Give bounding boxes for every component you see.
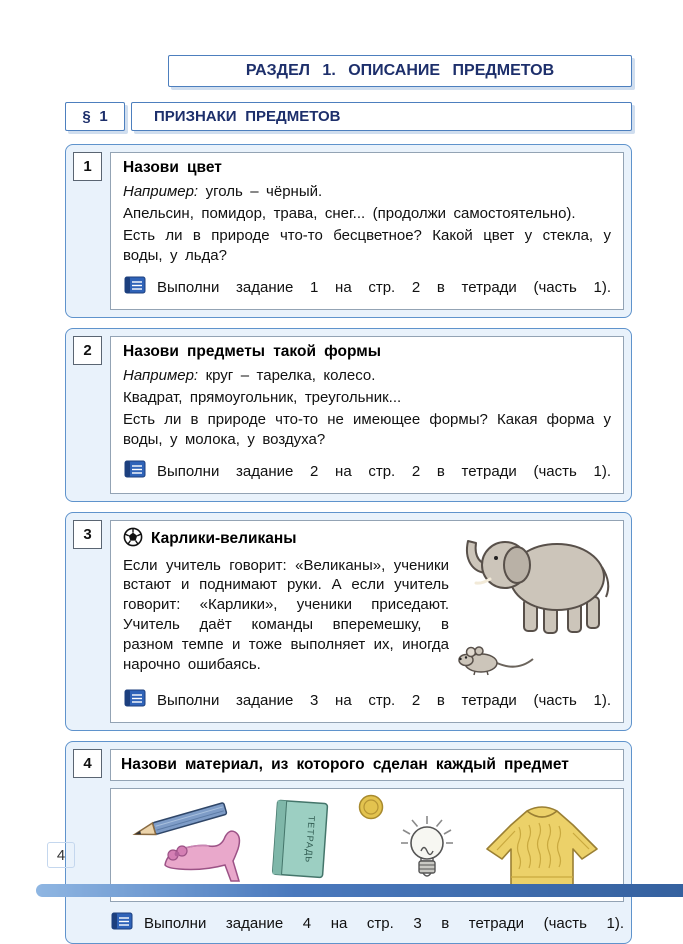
example-text: уголь – чёрный.: [205, 183, 323, 200]
paragraph-number: § 1: [65, 102, 125, 131]
task-4-content: [110, 749, 624, 936]
mouse-illustration: [457, 643, 537, 677]
task-3: [65, 512, 632, 731]
notebook-icon: [123, 688, 147, 713]
task-2-assignment-row: [123, 459, 611, 484]
task-1-number: 1: [73, 152, 102, 181]
task-1-assignment-text: Выполни задание 1 на стр. 2 в тетради (часть 1).: [157, 278, 611, 296]
high-heel-shoe-illustration: [159, 821, 254, 891]
task-4-title: Назови материал, из которого сделан каждый предмет: [121, 755, 569, 773]
task-4-title-bar: [110, 749, 624, 781]
task-1-title: Назови цвет: [123, 159, 222, 176]
task-2-title: Назови предметы такой формы: [123, 342, 381, 360]
task-2-example: [123, 366, 611, 386]
elephant-illustration: [460, 527, 615, 637]
task-2-example-continued: Квадрат, прямоугольник, треугольник...: [123, 388, 402, 406]
notebook-icon: [110, 911, 134, 936]
example-label: Например:: [123, 366, 199, 384]
paragraph-header: [65, 102, 632, 131]
lightbulb-illustration: [399, 813, 455, 887]
task-1: [65, 144, 632, 318]
section-title-text: РАЗДЕЛ 1. ОПИСАНИЕ ПРЕДМЕТОВ: [245, 62, 555, 79]
task-2-number: 2: [73, 336, 102, 365]
task-4: [65, 741, 632, 944]
example-text: круг – тарелка, колесо.: [205, 366, 376, 384]
section-title: [168, 55, 632, 87]
coin-illustration: [357, 793, 385, 821]
task-1-content: [110, 152, 624, 310]
task-2-assignment-text: Выполни задание 2 на стр. 2 в тетради (часть 1).: [157, 462, 611, 480]
notebook-illustration: [269, 797, 333, 883]
task-2: [65, 328, 632, 502]
bottom-decoration-bar: [36, 884, 683, 897]
task-2-content: [110, 336, 624, 494]
page-number: 4: [47, 842, 75, 868]
task-3-main: [123, 527, 611, 679]
task-1-question: Есть ли в природе что-то бесцветное? Какой цвет у стекла, у воды, у льда?: [123, 226, 611, 264]
notebook-icon: [123, 275, 147, 300]
sweater-illustration: [479, 795, 605, 893]
example-label: Например:: [123, 183, 199, 200]
task-4-assignment-row: [110, 911, 624, 936]
paragraph-title: ПРИЗНАКИ ПРЕДМЕТОВ: [131, 102, 632, 131]
task-3-body: Если учитель говорит: «Великаны», ученики встают и поднимают руки. А если учитель говорит: «Карлики», ученики приседают. Учитель даёт команды вперемешку, в разном темпе и тоже выполняет их, иногда нарочно ошибаясь.: [123, 556, 449, 674]
task-3-title: Карлики-великаны: [151, 530, 297, 547]
task-2-question: Есть ли в природе что-то не имеющее формы? Какая форма у воды, у молока, у воздуха?: [123, 410, 611, 448]
task-3-text-column: [123, 527, 449, 679]
task-3-title-row: [123, 527, 449, 552]
soccer-ball-icon: [123, 527, 143, 552]
task-4-assignment-text: Выполни задание 4 на стр. 3 в тетради (часть 1).: [144, 914, 624, 932]
task-1-assignment-row: [123, 275, 611, 300]
task-3-illustration: [453, 527, 611, 679]
task-3-content: [110, 520, 624, 723]
task-1-example: [123, 182, 611, 202]
task-1-example-continued: Апельсин, помидор, трава, снег... (продолжи самостоятельно).: [123, 204, 576, 222]
task-3-assignment-row: [123, 688, 611, 713]
notebook-icon: [123, 459, 147, 484]
task-4-number: 4: [73, 749, 102, 778]
task-3-number: 3: [73, 520, 102, 549]
task-3-assignment-text: Выполни задание 3 на стр. 2 в тетради (часть 1).: [157, 691, 611, 709]
notebook-cover-label: ТЕТРАДЬ: [303, 814, 317, 864]
